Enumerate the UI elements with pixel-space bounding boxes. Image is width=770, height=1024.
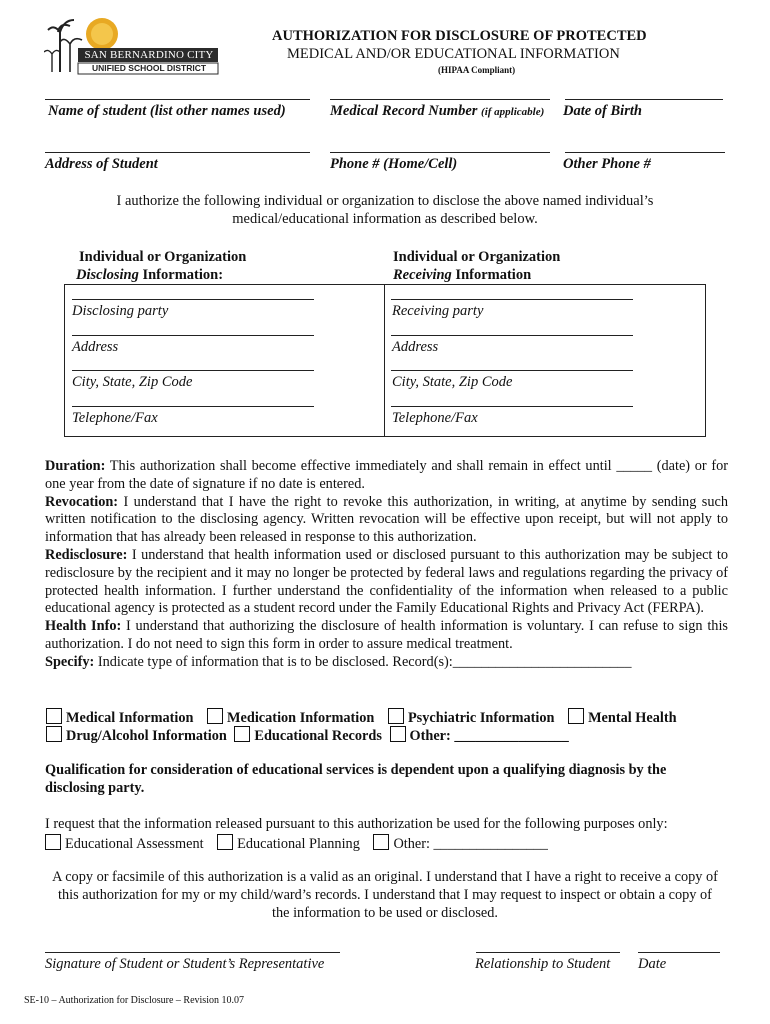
checkbox-icon[interactable] xyxy=(46,708,62,724)
logo-name: SAN BERNARDINO CITY xyxy=(84,49,214,61)
checkbox-icon[interactable] xyxy=(234,726,250,742)
purposes-options xyxy=(45,834,548,854)
relationship-label: Relationship to Student xyxy=(475,956,611,972)
checkbox-icon[interactable] xyxy=(46,726,62,742)
purpose-label: Educational Assessment xyxy=(65,836,204,852)
record-option-psychiatric[interactable] xyxy=(388,710,555,726)
other-phone-field[interactable] xyxy=(565,152,725,153)
specify-paragraph xyxy=(45,654,728,672)
revocation-text: I understand that I have the right to revoke this authorization, in writing, at anytime by sending such written notification to the disclosing agency. Written revocation will be effective upon receipt, but will not apply to information that has already been released in response to this authorization. xyxy=(45,493,728,546)
mrn-label-text: Medical Record Number xyxy=(330,103,478,119)
purpose-label: Educational Planning xyxy=(237,836,360,852)
district-logo xyxy=(44,14,224,76)
copy-notice xyxy=(0,869,770,922)
disclosing-address-field[interactable] xyxy=(72,335,314,336)
receiving-heading-italic: Receiving xyxy=(393,267,452,283)
authorize-line2: medical/educational information as described below. xyxy=(232,211,538,227)
signature-date-label: Date xyxy=(638,956,667,972)
disclosing-city-field[interactable] xyxy=(72,370,314,371)
address-field[interactable] xyxy=(45,152,310,153)
checkbox-icon[interactable] xyxy=(568,708,584,724)
phone-label: Phone # (Home/Cell) xyxy=(330,156,458,172)
disclosing-heading-rest: Information: xyxy=(138,267,224,283)
disclosing-party-field[interactable] xyxy=(72,299,314,300)
student-name-field[interactable] xyxy=(45,99,310,100)
receiving-address-field[interactable] xyxy=(391,335,633,336)
hipaa-note: (HIPAA Compliant) xyxy=(438,65,516,75)
legal-terms xyxy=(45,458,728,672)
checkbox-icon[interactable] xyxy=(207,708,223,724)
disclosing-telephone-field[interactable] xyxy=(72,406,314,407)
record-option-educational[interactable] xyxy=(234,728,382,744)
redisclosure-paragraph xyxy=(45,547,728,618)
disclosing-heading-italic: Disclosing xyxy=(76,267,139,283)
record-types-row2 xyxy=(46,726,569,745)
revocation-paragraph xyxy=(45,494,728,547)
copy-notice-line1: A copy or facsimile of this authorization is a valid as an original. I understand that I have a right to receive a copy of xyxy=(52,869,718,885)
purpose-assessment[interactable] xyxy=(45,836,204,852)
specify-label: Specify: xyxy=(45,653,95,670)
record-option-label: Medical Information xyxy=(66,710,194,726)
checkbox-icon[interactable] xyxy=(45,834,61,850)
duration-text: This authorization shall become effective immediately and shall remain in effect until _____ (date) or for one year from the date of signature if no date is entered. xyxy=(45,458,728,492)
receiving-heading2 xyxy=(393,267,531,284)
qualification-note: Qualification for consideration of educational services is dependent upon a qualifying diagnosis by the disclosing party. xyxy=(45,762,667,796)
purpose-planning[interactable] xyxy=(217,836,360,852)
receiving-city-field[interactable] xyxy=(391,370,633,371)
duration-label: Duration: xyxy=(45,458,106,474)
checkbox-icon[interactable] xyxy=(217,834,233,850)
disclosing-heading1: Individual or Organization xyxy=(79,249,247,265)
relationship-field[interactable] xyxy=(476,952,620,953)
form-title-line2: MEDICAL AND/OR EDUCATIONAL INFORMATION xyxy=(287,46,620,62)
other-phone-label: Other Phone # xyxy=(563,156,651,172)
receiving-city-label: City, State, Zip Code xyxy=(392,374,513,390)
healthinfo-label: Health Info: xyxy=(45,618,122,635)
medical-record-field[interactable] xyxy=(330,99,550,100)
receiving-telephone-label: Telephone/Fax xyxy=(392,410,478,426)
record-option-label: Other: ________________ xyxy=(409,728,569,744)
receiving-party-label: Receiving party xyxy=(392,303,484,319)
record-option-label: Drug/Alcohol Information xyxy=(66,728,227,744)
record-option-label: Psychiatric Information xyxy=(407,710,555,726)
receiving-telephone-field[interactable] xyxy=(391,406,633,407)
dob-field[interactable] xyxy=(565,99,723,100)
receiving-heading-rest: Information xyxy=(451,267,532,283)
record-types-row1 xyxy=(46,708,677,727)
copy-notice-line3: the information to be used or disclosed. xyxy=(272,904,498,921)
purposes-intro: I request that the information released pursuant to this authorization be used for the following purposes only: xyxy=(45,816,668,832)
logo-subtitle: UNIFIED SCHOOL DISTRICT xyxy=(91,63,207,73)
address-label: Address of Student xyxy=(45,156,158,172)
purpose-label: Other: ________________ xyxy=(393,836,548,852)
record-option-drug-alcohol[interactable] xyxy=(46,728,227,744)
checkbox-icon[interactable] xyxy=(388,708,404,724)
student-name-label: Name of student (list other names used) xyxy=(48,103,286,119)
form-footer: SE-10 – Authorization for Disclosure – Revision 10.07 xyxy=(24,995,244,1006)
dob-label: Date of Birth xyxy=(563,103,642,119)
phone-field[interactable] xyxy=(330,152,550,153)
receiving-heading1: Individual or Organization xyxy=(393,249,561,265)
checkbox-icon[interactable] xyxy=(390,726,406,742)
signature-label: Signature of Student or Student’s Representative xyxy=(45,956,325,972)
copy-notice-line2: this authorization for my or my child/ward’s records. I understand that I may request to inspect or obtain a copy of xyxy=(58,886,712,903)
signature-field[interactable] xyxy=(45,952,340,953)
receiving-address-label: Address xyxy=(392,339,439,355)
redisclosure-text: I understand that health information used or disclosed pursuant to this authorization may be subject to redisclosure by the recipient and it may no longer be protected by federal laws and regulations regarding the privacy of protected health information. I further understand the confidentiality of the information when released to a public educational agency is protected as a student record under the Family Educational Rights and Privacy Act (FERPA). xyxy=(45,546,728,617)
specify-text: Indicate type of information that is to be disclosed. Record(s):_________________________ xyxy=(94,653,632,670)
mrn-note: (if applicable) xyxy=(481,106,545,118)
disclosing-heading2 xyxy=(76,267,223,284)
receiving-party-field[interactable] xyxy=(391,299,633,300)
record-option-label: Educational Records xyxy=(254,728,382,744)
disclosing-telephone-label: Telephone/Fax xyxy=(72,410,158,426)
checkbox-icon[interactable] xyxy=(373,834,389,850)
disclosing-party-label: Disclosing party xyxy=(72,303,169,319)
authorize-line1: I authorize the following individual or organization to disclose the above named individual’s xyxy=(116,193,654,209)
record-option-medication[interactable] xyxy=(207,710,374,726)
record-option-label: Medication Information xyxy=(227,710,375,726)
disclosing-address-label: Address xyxy=(72,339,119,355)
medical-record-label xyxy=(330,103,544,120)
record-option-other[interactable] xyxy=(390,728,569,744)
redisclosure-label: Redisclosure: xyxy=(45,546,128,563)
record-option-label: Mental Health xyxy=(588,710,677,726)
signature-date-field[interactable] xyxy=(638,952,720,953)
parties-box-divider xyxy=(384,284,385,436)
revocation-label: Revocation: xyxy=(45,493,119,510)
duration-paragraph xyxy=(45,458,728,494)
record-option-medical[interactable] xyxy=(46,710,193,726)
purpose-other[interactable] xyxy=(373,836,547,852)
healthinfo-paragraph xyxy=(45,618,728,654)
disclosing-city-label: City, State, Zip Code xyxy=(72,374,193,390)
record-option-mental-health[interactable] xyxy=(568,710,677,726)
healthinfo-text: I understand that authorizing the disclosure of health information is voluntary. I can refuse to sign this authorization. I do not need to sign this form in order to assure medical treatment. xyxy=(45,618,728,652)
form-title-line1: AUTHORIZATION FOR DISCLOSURE OF PROTECTED xyxy=(272,28,647,44)
